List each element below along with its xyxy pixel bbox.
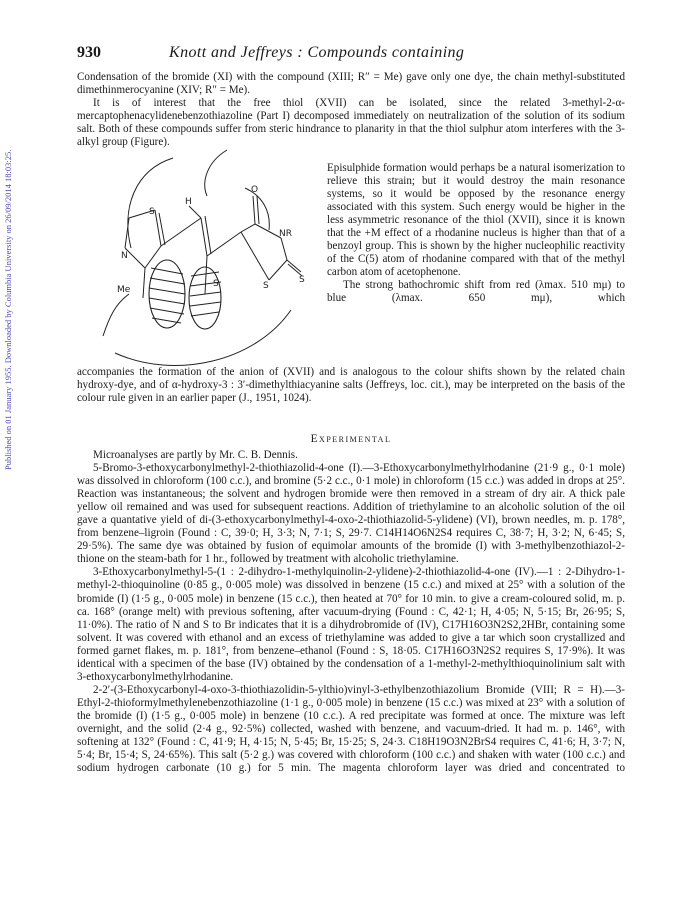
paragraph: accompanies the formation of the anion of (XVII) and is analogous to the colour shifts shown by the related chain hydroxy-dye, and of α-hydroxy-3 : 3′-dimethylthiacyanine salts (Jeffreys, loc. cit.), may be interpreted on the basis of the colour rule given in an earlier paper (J., 1951, 1024).	[77, 366, 625, 405]
side-text	[327, 162, 625, 306]
download-notice: Published on 01 January 1955. Downloaded by Columbia University on 26/09/2014 18:03:25.	[3, 149, 13, 471]
experimental-text	[77, 449, 625, 775]
page-number: 930	[77, 44, 101, 61]
atom-label: S	[263, 281, 269, 291]
intro-text	[77, 71, 625, 149]
atom-label: NR	[279, 229, 292, 239]
atom-label: S	[213, 279, 219, 289]
molecular-structure-figure	[95, 148, 317, 378]
atom-label: S	[149, 207, 155, 217]
atom-label: H	[185, 197, 192, 207]
running-head: Knott and Jeffreys : Compounds containing	[169, 44, 465, 61]
atom-label: S	[299, 275, 305, 285]
paragraph: 5-Bromo-3-ethoxycarbonylmethyl-2-thiothiazolid-4-one (I).—3-Ethoxycarbonylmethylrhodanine (21·9 g., 0·1 mole) was dissolved in chloroform (100 c.c.), and bromine (5·2 c.c., 0·1 mole) in chloroform (15 c.c.) was added in drops at 25°. Reaction was instantaneous; the solvent and hydrogen bromide were then removed in a stream of dry air. A thick pale yellow oil remained and was used for subsequent reactions. Addition of triethylamine to an alcoholic solution of the oil gave a quantative yield of di-(3-ethoxycarbonylmethyl-4-oxo-2-thiothiazolid-5-ylidene) (VI), brown needles, m. p. 178°, from benzene–ligroin (Found : C, 39·0; H, 3·3; N, 7·1; S, 29·7. C14H14O6N2S4 requires C, 38·7; H, 3·2; N, 6·45; S, 29·5%). The same dye was obtained by fusion of equimolar amounts of the bromide (I) with 3-methylbenzothiazol-2-thione on the steam-bath for 1 hr., followed by treatment with alcoholic triethylamine.	[77, 462, 625, 566]
paragraph: Microanalyses are partly by Mr. C. B. Dennis.	[93, 449, 298, 461]
paragraph: Condensation of the bromide (XI) with the compound (XIII; R″ = Me) gave only one dye, the chain methyl-substituted dimethinmerocyanine (XIV; R″ = Me).	[77, 71, 625, 97]
atom-label: O	[251, 185, 259, 195]
paragraph: 3-Ethoxycarbonylmethyl-5-(1 : 2-dihydro-1-methylquinolin-2-ylidene)-2-thiothiazolid-4-one (IV).—1 : 2-Dihydro-1-methyl-2-thioquinoline (0·85 g., 0·005 mole) was dissolved in benzene (15 c.c.) and mixed at 25° with a solution of the bromide (I) (1·5 g., 0·005 mole) in benzene (15 c.c.), then heated at 70° for 10 min. to give a cream-coloured solid, m. p. ca. 168° (orange melt) with previous softening, after vacuum-drying (Found : C, 42·1; H, 4·05; N, 5·15; Br, 26·95; S, 11·0%). The ratio of N and S to Br indicates that it is a dihydrobromide of (IV), C17H16O3N2S2,2HBr, containing some solvent. It was covered with ethanol and an excess of triethylamine was added to give a tar which soon crystallized and formed garnet flakes, m. p. 181°, from benzene–ethanol (Found : S, 18·05. C17H16O3N2S2 requires S, 17·9%). It was identical with a specimen of the base (IV) obtained by the condensation of a 1-methyl-2-methylthioquinolinium salt with 3-ethoxycarbonylmethylrhodanine.	[77, 566, 625, 683]
structure-diagram	[95, 148, 317, 378]
atom-label: N	[121, 251, 128, 261]
section-heading: Experimental	[310, 433, 392, 445]
paragraph: 2-2′-(3-Ethoxycarbonyl-4-oxo-3-thiothiazolidin-5-ylthio)vinyl-3-ethylbenzothiazolium Bromide (VIII; R = H).—3-Ethyl-2-thioformylmethylenebenzothiazoline (1·1 g., 0·005 mole) in benzene (15 c.c.) was mixed at 23° with a solution of the bromide (I) (1·5 g., 0·005 mole) in benzene (10 c.c.). A red precipitate was formed at once. The mixture was left overnight, and the solid (2·4 g., 92·5%) collected, washed with benzene, and vacuum-dried. It had m. p. 146°, with softening at 132° (Found : C, 41·9; H, 4·15; N, 5·45; Br, 15·25; S, 24·3. C18H19O3N2BrS4 requires C, 41·6; H, 3·7; N, 5·4; Br, 15·4; S, 24·65%). This salt (5·2 g.) was covered with chloroform (100 c.c.) and shaken with water (100 c.c.) and sodium hydrogen carbonate (10 g.) for 5 min. The magenta chloroform layer was dried and concentrated to	[77, 683, 625, 775]
atom-label: Me	[117, 285, 131, 295]
paragraph: The strong bathochromic shift from red (λmax. 510 mμ) to blue (λmax. 650 mμ), which	[327, 279, 625, 305]
paragraph: Episulphide formation would perhaps be a natural isomerization to relieve this strain; but it would destroy the main resonance systems, so it would be opposed by the resonance energy associated with this system. Such energy would be higher in the less asymmetric resonance of the thiol (XVII), since it is known that the +M effect of a rhodanine nucleus is higher than that of a benzoyl group. This is shown by the higher nucleophilic reactivity of the C(5) atom of rhodanine compared with that of the methyl carbon atom of acetophenone.	[327, 162, 625, 279]
page-header	[77, 44, 625, 64]
paragraph: It is of interest that the free thiol (XVII) can be isolated, since the related 3-methyl-2-α-mercaptophenacylidenebenzothiazoline (Part I) decomposed immediately on neutralization of the solution of its sodium salt. Both of these compounds suffer from steric hindrance to planarity in that the thiol sulphur atom interferes with the 3-alkyl group (Figure).	[77, 97, 625, 149]
shift-text	[77, 366, 625, 405]
